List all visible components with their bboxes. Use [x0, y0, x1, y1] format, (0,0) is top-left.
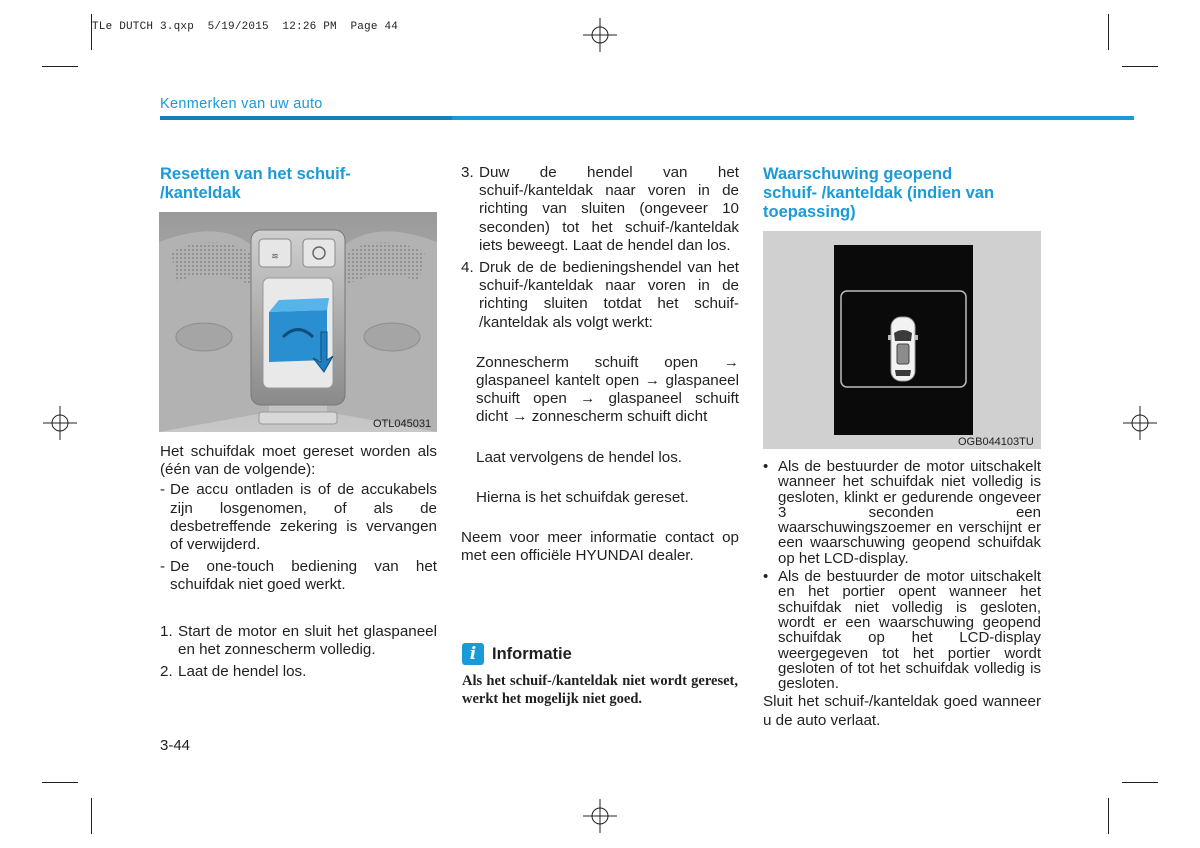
- step-item: 4. Druk de de bedieningshendel van het schuif-/kanteldak naar voren in de richting sluiten totdat het schuif- /kanteldak als volgt werkt:: [461, 259, 739, 331]
- svg-text:≋: ≋: [271, 252, 279, 262]
- dealer-contact: Neem voor meer informatie contact op met een officiële HYUNDAI dealer.: [461, 529, 739, 565]
- crop-mark: [1108, 798, 1109, 834]
- info-label: Informatie: [492, 644, 572, 663]
- warning-bullet: • Als de bestuurder de motor uitschakelt wanneer het schuifdak niet volledig is gesloten, klinkt er gedurende ongeveer 3 seconden een waarschuwingszoemer en verschijnt er een waarschuwing geopend schuifdak op het LCD-display.: [763, 458, 1041, 567]
- right-body: [763, 459, 1041, 730]
- crop-mark: [1122, 782, 1158, 783]
- page-number: 3-44: [160, 737, 191, 754]
- reset-result: Hierna is het schuifdak gereset.: [476, 488, 689, 506]
- closing-advice: Sluit het schuif-/kanteldak goed wanneer u de auto verlaat.: [763, 693, 1041, 729]
- reset-intro: Het schuifdak moet gereset worden als (één van de volgende):: [160, 443, 437, 479]
- registration-mark-icon: [1123, 406, 1157, 440]
- car-top-view-icon: [887, 315, 919, 383]
- operation-sequence: Zonnescherm schuift open → glaspaneel kantelt open → glaspaneel schuift open → glaspaneel schuift dicht → zonnescherm schuift dicht: [476, 353, 739, 426]
- release-instruction: Laat vervolgens de hendel los.: [476, 448, 683, 466]
- warning-bullet: • Als de bestuurder de motor uitschakelt en het portier opent wanneer het schuifdak niet volledig is gesloten, wordt er een waarschuwing geopend schuifdak op het LCD-display weergegeven tot het portier wordt gesloten of tot het schuifdak volledig is gesloten.: [763, 568, 1041, 693]
- registration-mark-icon: [583, 18, 617, 52]
- print-slug: TLe DUTCH 3.qxp 5/19/2015 12:26 PM Page 44: [92, 21, 399, 33]
- step-item: 1. Start de motor en sluit het glaspaneel en het zonnescherm volledig.: [160, 622, 437, 658]
- lcd-warning-figure: [763, 231, 1041, 449]
- crop-mark: [42, 782, 78, 783]
- dash-item: - De accu ontladen is of de accukabels zijn losgenomen, of als de desbetreffende zekering is vervangen of verwijderd.: [160, 481, 437, 554]
- info-text: Als het schuif-/kanteldak niet wordt gereset, werkt het mogelijk niet goed.: [462, 673, 738, 707]
- step-item: 3. Duw de hendel van het schuif-/kanteldak naar voren in de richting van sluiten (ongeveer 10 seconden) tot het schuif-/kanteldak iets beweegt. Laat de hendel dan los.: [461, 164, 739, 254]
- crop-mark: [1108, 14, 1109, 50]
- crop-mark: [91, 798, 92, 834]
- crop-mark: [1122, 66, 1158, 67]
- dash-item: - De one-touch bediening van het schuifdak niet goed werkt.: [160, 558, 437, 594]
- left-figure-code: OTL045031: [373, 418, 432, 430]
- info-icon: i: [462, 643, 484, 665]
- step-item: 2. Laat de hendel los.: [160, 663, 307, 681]
- right-section-title: Waarschuwing geopend schuif- /kanteldak (indien van toepassing): [763, 165, 995, 221]
- header-rule-accent: [160, 116, 452, 120]
- section-header: Kenmerken van uw auto: [160, 96, 323, 112]
- info-heading: [462, 643, 572, 665]
- crop-mark: [42, 66, 78, 67]
- registration-mark-icon: [583, 799, 617, 833]
- middle-body: [461, 164, 739, 565]
- overhead-console-figure: [159, 212, 437, 432]
- registration-mark-icon: [43, 406, 77, 440]
- left-section-title: Resetten van het schuif- /kanteldak: [160, 165, 351, 202]
- right-figure-code: OGB044103TU: [958, 436, 1034, 448]
- left-body: [160, 443, 437, 681]
